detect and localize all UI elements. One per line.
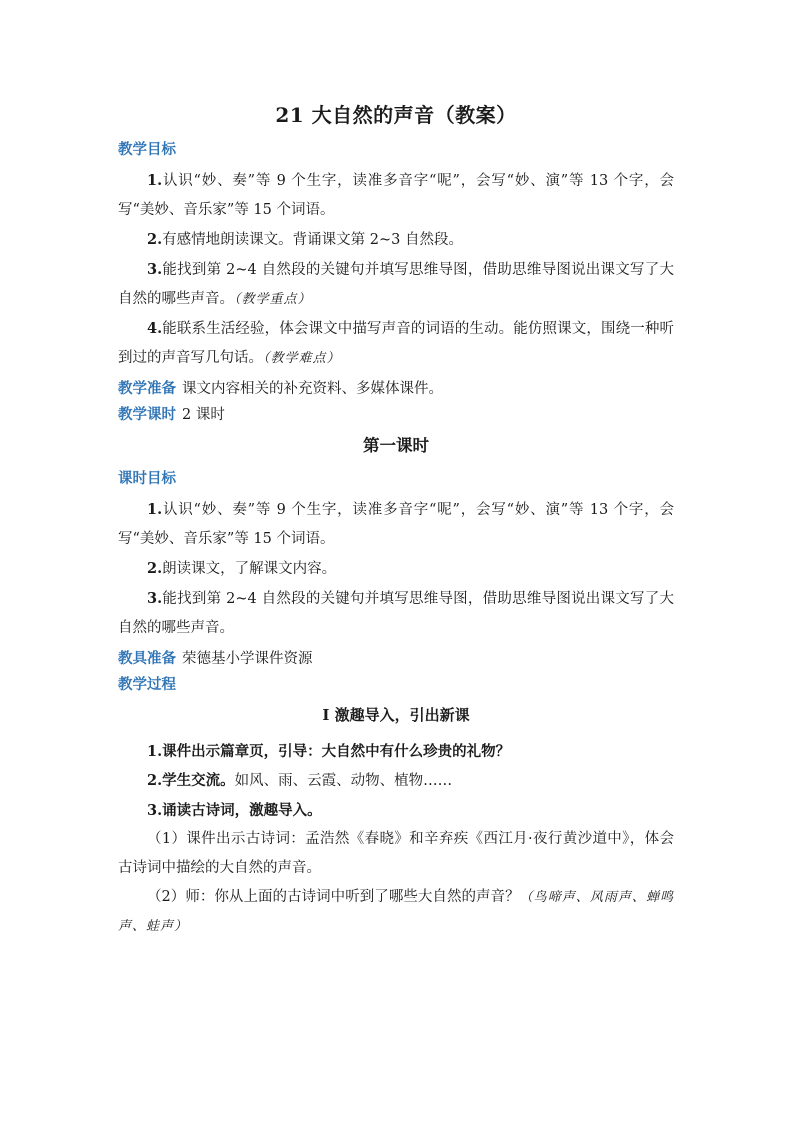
goal-number: 1. (147, 501, 163, 518)
goal-note-difficulty: （教学难点） (263, 351, 341, 366)
process-sub-step-2 (118, 883, 674, 941)
goal-text: 能联系生活经验，体会课文中描写声音的词语的生动。能仿照课文，围绕一种听到过的声音写几句话。 (118, 321, 674, 366)
lesson-goal-item-2 (118, 554, 674, 584)
tools-prep-value: 荣德基小学课件资源 (182, 651, 313, 667)
teaching-prep-label: 教学准备 (118, 380, 176, 397)
process-step-3: 3.诵读古诗词，激趣导入。 (147, 802, 322, 819)
goal-item-2 (118, 225, 674, 255)
goal-text: 朗读课文，了解课文内容。 (162, 561, 337, 577)
goal-item-3 (118, 255, 674, 314)
goal-number: 3. (147, 590, 163, 607)
tools-prep-line (118, 649, 674, 669)
goal-text: 认识“妙、奏”等 9 个生字，读准多音字“呢”，会写“妙、演”等 13 个字，会写“美妙、音乐家”等 15 个词语。 (118, 173, 674, 218)
goal-text: 有感情地朗读课文。背诵课文第 2~3 自然段。 (162, 232, 463, 248)
goal-number: 2. (147, 231, 163, 248)
goal-number: 2. (147, 560, 163, 577)
goal-item-1 (118, 166, 674, 225)
goal-text: 能找到第 2~4 自然段的关键句并填写思维导图，借助思维导图说出课文写了大自然的哪些声音。 (118, 262, 674, 307)
step-2-number: 2. (147, 772, 163, 789)
process-step-1: 1.课件出示篇章页，引导：大自然中有什么珍贵的礼物？ (147, 743, 511, 760)
goal-number: 3. (147, 261, 163, 278)
teaching-hours-line (118, 405, 674, 425)
goal-number: 4. (147, 320, 163, 337)
lesson-goal-item-3 (118, 584, 674, 643)
step-2-lead: 学生交流。 (162, 772, 235, 789)
step-2-text: 如风、雨、云霞、动物、植物…… (234, 773, 453, 789)
teaching-hours-value: 2 课时 (182, 407, 225, 423)
document-title: 21 大自然的声音（教案） (275, 103, 517, 127)
lesson-1-title: 第一课时 (363, 436, 429, 455)
lesson-goals-heading: 课时目标 (118, 470, 176, 487)
goal-text: 能找到第 2~4 自然段的关键句并填写思维导图，借助思维导图说出课文写了大自然的哪些声音。 (118, 591, 674, 636)
goal-item-4 (118, 314, 674, 373)
goal-number: 1. (147, 172, 163, 189)
tools-prep-label: 教具准备 (118, 650, 176, 667)
sub-step-2-text: （2）师：你从上面的古诗词中听到了哪些大自然的声音？ (147, 889, 520, 905)
teaching-goals-heading: 教学目标 (118, 141, 176, 158)
teaching-process-heading: 教学过程 (118, 676, 176, 693)
goal-note-key-point: （教学重点） (234, 292, 312, 307)
teaching-hours-label: 教学课时 (118, 406, 176, 423)
teaching-prep-line (118, 379, 674, 399)
sub-step-2-answer-note: （鸟啼声、风雨声、蝉鸣声、蛙声） (118, 890, 674, 934)
lesson-plan-page (118, 100, 674, 941)
teaching-prep-value: 课文内容相关的补充资料、多媒体课件。 (182, 381, 443, 397)
process-sub-step-1: （1）课件出示古诗词：孟浩然《春晓》和辛弃疾《西江月·夜行黄沙道中》，体会古诗词中描绘的大自然的声音。 (118, 831, 674, 876)
process-step-2 (118, 766, 674, 796)
part-1-title: Ⅰ 激趣导入，引出新课 (322, 706, 470, 724)
lesson-goal-item-1 (118, 495, 674, 554)
goal-text: 认识“妙、奏”等 9 个生字，读准多音字“呢”，会写“妙、演”等 13 个字，会写“美妙、音乐家”等 15 个词语。 (118, 502, 674, 547)
